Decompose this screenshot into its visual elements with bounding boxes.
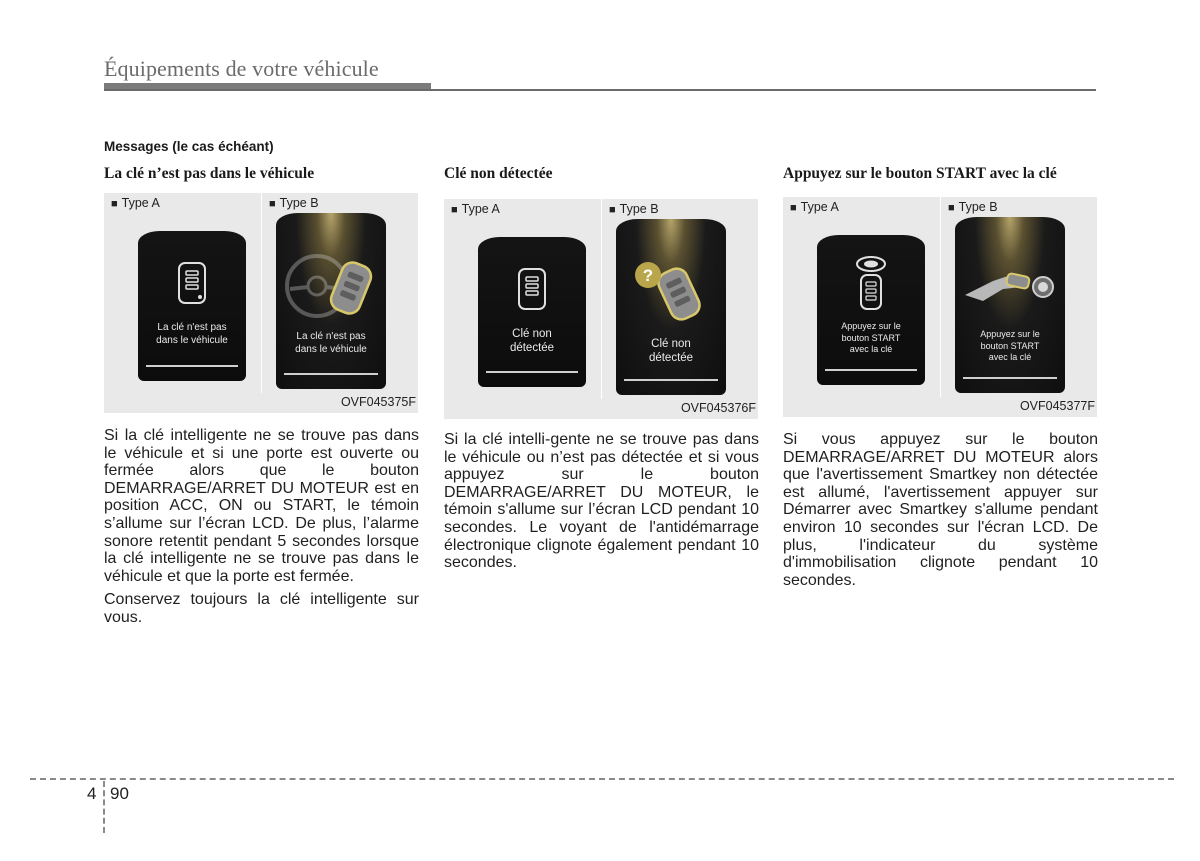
header-rule-thin — [104, 89, 1096, 91]
figure-divider — [940, 197, 941, 397]
lcd-screen-type-b — [276, 213, 386, 389]
column-press-start-with-key — [783, 165, 1098, 595]
lcd-message: Clé non détectée — [648, 338, 694, 364]
lcd-message: La clé n'est pas dans le véhicule — [295, 331, 367, 355]
figure-code: OVF045375F — [340, 395, 416, 409]
section-title: Messages (le cas échéant) — [104, 139, 274, 154]
lcd-message: Appuyez sur le bouton START avec la clé — [841, 321, 901, 354]
chapter-number: 4 — [87, 784, 97, 803]
lcd-bottom-line — [963, 377, 1057, 379]
paragraph: Si vous appuyez sur le bouton DEMARRAGE/ARRET DU MOTEUR alors que l'avertissement Smartkey non détectée est allumé, l'avertissement appuyer sur Démarrer avec Smartkey s'allume pendant environ 10 secondes sur l'écran LCD. De plus, l'indicateur du système d'immobilisation clignote pendant 10 secondes. — [783, 431, 1098, 589]
paragraph: Si la clé intelligente ne se trouve pas dans le véhicule et si une porte est ouverte ou fermée alors que le bouton DEMARRAGE/ARRET DU MOTEUR est en position ACC, ON ou START, le témoin s’allume sur l’écran LCD. De plus, l’alarme sonore retentit pendant 5 secondes lorsque la clé intelligente ne se trouve pas dans le véhicule et que la porte est fermée. — [104, 427, 419, 585]
smart-key-icon — [517, 267, 547, 311]
lcd-bottom-line — [825, 369, 917, 371]
lcd-message: Appuyez sur le bouton START avec la clé — [980, 329, 1040, 362]
footer-divider — [30, 778, 1174, 780]
figure-divider — [261, 193, 262, 393]
lcd-bottom-line — [624, 379, 718, 381]
column-body-text — [104, 427, 419, 627]
type-b-label: ■ Type B — [269, 196, 319, 210]
lcd-bottom-line — [146, 365, 238, 367]
page-header-title: Équipements de votre véhicule — [104, 56, 379, 81]
key-to-start-button-icon — [854, 255, 888, 311]
column-heading: La clé n’est pas dans le véhicule — [104, 165, 315, 182]
smart-key-icon — [177, 261, 207, 305]
paragraph: Conservez toujours la clé intelligente sur vous. — [104, 591, 419, 626]
lcd-screen-type-b — [616, 219, 726, 395]
column-body-text — [444, 431, 759, 572]
lcd-screen-type-a — [817, 235, 925, 385]
lcd-screen-type-a — [478, 237, 586, 387]
figure-code: OVF045376F — [680, 401, 756, 415]
figure-code: OVF045377F — [1019, 399, 1095, 413]
column-key-not-in-vehicle — [104, 165, 419, 633]
lcd-figure — [104, 193, 418, 413]
lcd-bottom-line — [284, 373, 378, 375]
lcd-screen-type-b — [955, 217, 1065, 393]
svg-text:?: ? — [642, 266, 654, 285]
paragraph: Si la clé intelli-gente ne se trouve pas dans le véhicule ou n’est pas détectée et si vous appuyez sur le bouton DEMARRAGE/ARRET DU MOTEUR, le témoin s'allume sur l’écran LCD pendant 10 secondes. Le voyant de l'antidémarrage électronique clignote également pendant 10 secondes. — [444, 431, 759, 572]
type-a-label: ■ Type A — [790, 200, 839, 214]
lcd-bottom-line — [486, 371, 578, 373]
type-a-label: ■ Type A — [111, 196, 160, 210]
column-heading: Appuyez sur le bouton START avec la clé — [783, 165, 1057, 182]
type-b-label: ■ Type B — [948, 200, 998, 214]
lcd-message: La clé n'est pas dans le véhicule — [156, 322, 228, 346]
type-a-label: ■ Type A — [451, 202, 500, 216]
column-body-text — [783, 431, 1098, 589]
footer-vertical-divider — [103, 781, 105, 833]
page-number: 90 — [110, 784, 129, 803]
hand-pressing-start-icon — [963, 265, 1059, 311]
column-heading: Clé non détectée — [444, 165, 553, 182]
lcd-figure — [444, 199, 758, 419]
lcd-message: Clé non détectée — [509, 328, 555, 354]
figure-divider — [601, 199, 602, 399]
lcd-figure — [783, 197, 1097, 417]
column-key-not-detected — [444, 165, 759, 578]
question-mark-icon — [634, 261, 662, 289]
type-b-label: ■ Type B — [609, 202, 659, 216]
lcd-screen-type-a — [138, 231, 246, 381]
